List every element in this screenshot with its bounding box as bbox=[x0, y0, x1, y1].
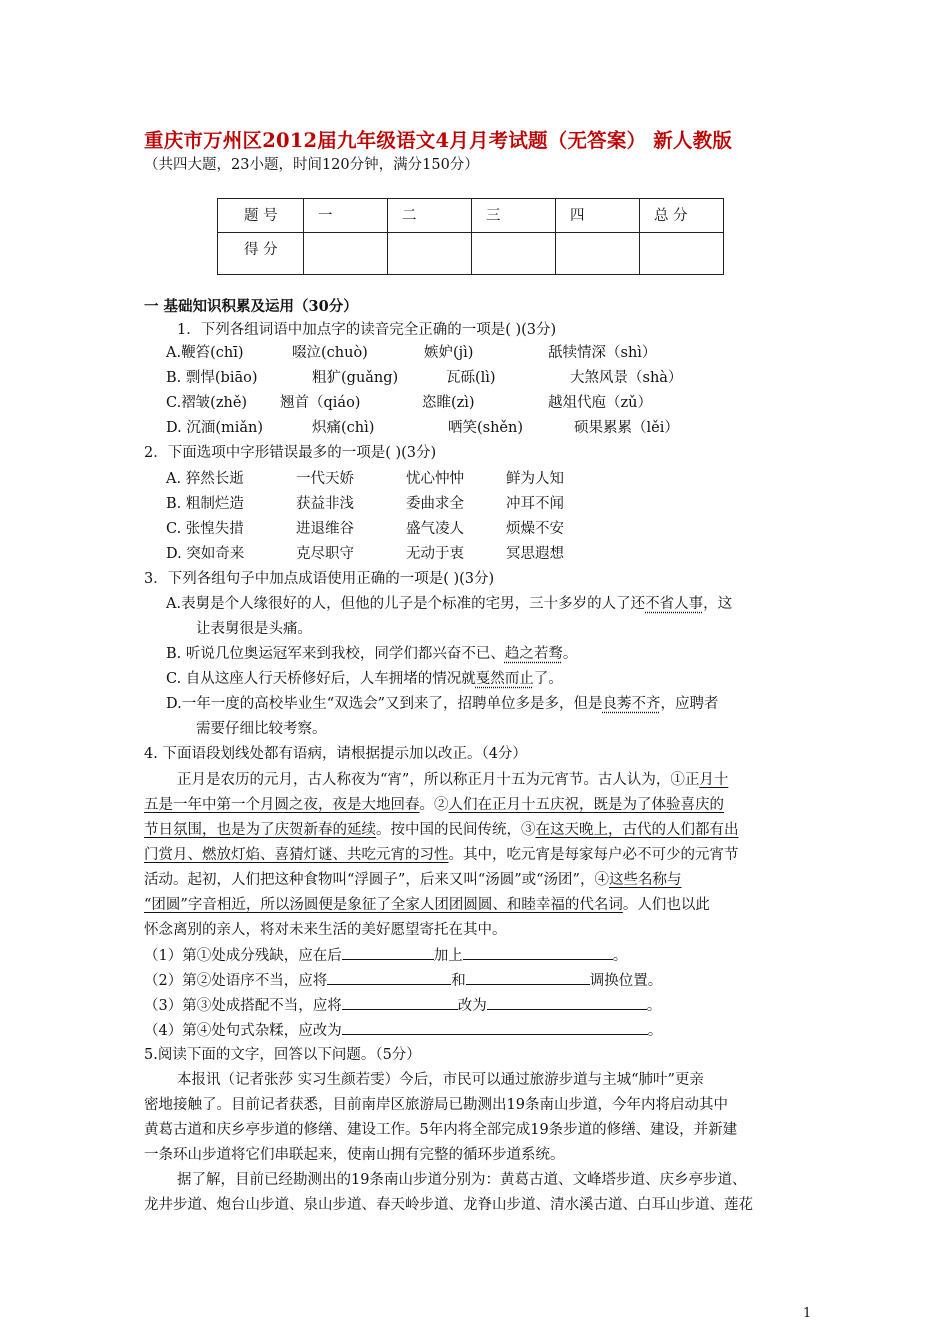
sub-question-text: （1）第①处成分残缺，应在后 bbox=[144, 948, 342, 964]
option-term: 啜泣(chuò) bbox=[292, 345, 368, 361]
paragraph-line: 密地接触了。目前记者获悉，目前南岸区旅游局已勘测出19条南山步道，今年内将启动其中 bbox=[144, 1097, 728, 1113]
option-term: C.褶皱(zhě) bbox=[166, 395, 248, 411]
sentence-text: 活动。起初，人们把这种食物叫“浮圆子”，后来又叫“汤圆”或“汤团”，④ bbox=[144, 872, 609, 888]
question-3-option-a-cont: 让表舅很是头痛。 bbox=[196, 621, 312, 637]
underlined-text: 节日氛围，也是为了庆贺新春的延续 bbox=[144, 822, 376, 838]
sub-question-text: 改为 bbox=[457, 998, 487, 1014]
question-3-option-d-cont: 需要仔细比较考察。 bbox=[196, 721, 327, 737]
question-4-sub-2 bbox=[144, 970, 662, 991]
option-term: A. 猝然长逝 bbox=[166, 471, 244, 487]
option-term: 鲜为人知 bbox=[506, 471, 564, 487]
underlined-text: 在这天晚上，古代的人们都有出 bbox=[535, 822, 739, 838]
sub-question-text: （4）第④处句式杂糅，应改为 bbox=[144, 1023, 342, 1039]
dotted-idiom: 趋之若骛 bbox=[504, 646, 563, 662]
option-term: 忧心忡忡 bbox=[406, 471, 464, 487]
paragraph-line bbox=[144, 795, 724, 815]
document-subtitle: （共四大题，23小题，时间120分钟，满分150分） bbox=[144, 157, 479, 173]
sub-question-text: 。 bbox=[647, 1023, 663, 1039]
option-term: B. 粗制烂造 bbox=[166, 496, 244, 512]
sub-question-text: （3）第③处成搭配不当，应将 bbox=[144, 998, 342, 1014]
score-header-cell: 四 bbox=[556, 199, 640, 233]
answer-blank[interactable] bbox=[342, 1020, 648, 1035]
sentence-text: 。② bbox=[419, 797, 449, 813]
dotted-idiom: 良莠不齐 bbox=[602, 696, 661, 712]
score-table bbox=[217, 198, 724, 275]
option-term: B. 剽悍(biāo) bbox=[166, 370, 258, 386]
answer-blank[interactable] bbox=[463, 945, 613, 960]
sentence-text: C. 自从这座人行天桥修好后，人车拥堵的情况就 bbox=[166, 671, 476, 687]
paragraph-line bbox=[177, 770, 728, 790]
question-2-stem: 2．下面选项中字形错误最多的一项是( )(3分) bbox=[144, 445, 437, 461]
question-3-stem: 3．下列各组句子中加点成语使用正确的一项是( )(3分) bbox=[144, 571, 495, 587]
score-header-cell: 题 号 bbox=[218, 199, 304, 233]
paragraph-line: 黄葛古道和庆乡亭步道的修缮、建设工作。5年内将全部完成19条步道的修缮、建设，并新建 bbox=[144, 1122, 738, 1138]
score-table-score-row bbox=[218, 233, 724, 275]
option-term: 克尽职守 bbox=[296, 546, 354, 562]
score-table-header-row bbox=[218, 199, 724, 233]
option-term: 恣睢(zì) bbox=[422, 395, 475, 411]
underlined-text: 五是一年中第一个月圆之夜，夜是大地回春 bbox=[144, 797, 420, 813]
score-header-cell: 总 分 bbox=[640, 199, 724, 233]
answer-blank[interactable] bbox=[466, 970, 590, 985]
option-term: 炽痛(chì) bbox=[312, 420, 375, 436]
score-header-cell: 三 bbox=[472, 199, 556, 233]
option-term: D. 沉湎(miǎn) bbox=[166, 420, 264, 436]
sentence-text: ，这 bbox=[703, 596, 733, 612]
paragraph-line bbox=[144, 895, 710, 915]
question-1-stem: 1．下列各组词语中加点字的读音完全正确的一项是( )(3分) bbox=[177, 322, 557, 338]
sentence-text: 。人们也以此 bbox=[622, 897, 710, 913]
option-term: 盛气凌人 bbox=[406, 521, 464, 537]
option-term: 大煞风景（shà） bbox=[570, 370, 683, 386]
option-term: 粗犷(guǎng) bbox=[312, 370, 399, 386]
sentence-text: ，应聘者 bbox=[660, 696, 719, 712]
option-term: 冲耳不闻 bbox=[506, 496, 564, 512]
section-heading: 一 基础知识积累及运用（30分） bbox=[144, 298, 358, 315]
score-cell bbox=[472, 233, 556, 275]
option-term: C. 张惶失措 bbox=[166, 521, 244, 537]
sub-question-text: 。 bbox=[612, 948, 628, 964]
paragraph-line bbox=[144, 870, 681, 890]
option-term: A.鞭笞(chī) bbox=[166, 345, 244, 361]
paragraph-line: 据了解，目前已经勘测出的19条南山步道分别为：黄葛古道、文峰塔步道、庆乡亭步道、 bbox=[177, 1172, 747, 1188]
sentence-text: 了。 bbox=[533, 671, 563, 687]
option-term: 瓦砾(lì) bbox=[446, 370, 496, 386]
underlined-text: 人们在正月十五庆祝，既是为了体验喜庆的 bbox=[448, 797, 724, 813]
score-cell bbox=[556, 233, 640, 275]
sentence-text: A.表舅是个人缘很好的人，但他的儿子是个标准的宅男，三十多岁的人了还 bbox=[166, 596, 646, 612]
sub-question-text: 和 bbox=[451, 973, 466, 989]
option-term: 烦燥不安 bbox=[506, 521, 564, 537]
score-cell bbox=[388, 233, 472, 275]
dotted-idiom: 不省人事 bbox=[645, 596, 704, 612]
answer-blank[interactable] bbox=[327, 970, 451, 985]
option-term: D. 突如奇来 bbox=[166, 546, 245, 562]
question-3-option-d bbox=[166, 694, 719, 714]
option-term: 一代天娇 bbox=[296, 471, 354, 487]
score-cell bbox=[640, 233, 724, 275]
option-term: 越俎代庖（zǔ） bbox=[548, 395, 652, 411]
question-5-stem: 5.阅读下面的文字，回答以下问题。（5分） bbox=[144, 1047, 421, 1063]
option-term: 获益非浅 bbox=[296, 496, 354, 512]
score-cell bbox=[304, 233, 388, 275]
question-3-option-c bbox=[166, 669, 563, 689]
sub-question-text: 加上 bbox=[433, 948, 463, 964]
document-title: 重庆市万州区2012届九年级语文4月月考试题（无答案） 新人教版 bbox=[144, 129, 733, 152]
sentence-text: D.一年一度的高校毕业生“双选会”又到来了，招聘单位多是多，但是 bbox=[166, 696, 603, 712]
score-header-cell: 二 bbox=[388, 199, 472, 233]
question-4-sub-3 bbox=[144, 995, 661, 1016]
paragraph-line: 一条环山步道将它们串联起来，使南山拥有完整的循环步道系统。 bbox=[144, 1147, 565, 1163]
dotted-idiom: 戛然而止 bbox=[475, 671, 534, 687]
score-header-cell: 一 bbox=[304, 199, 388, 233]
answer-blank[interactable] bbox=[342, 995, 458, 1010]
option-term: 哂笑(shěn) bbox=[448, 420, 524, 436]
option-term: 嫉妒(jì) bbox=[424, 345, 474, 361]
paragraph-line bbox=[144, 845, 739, 865]
paragraph-line: 本报讯（记者张莎 实习生颜若雯）今后，市民可以通过旅游步道与主城“肺叶”更亲 bbox=[177, 1072, 704, 1088]
sub-question-text: （2）第②处语序不当，应将 bbox=[144, 973, 328, 989]
question-3-option-a bbox=[166, 594, 732, 614]
question-3-option-b bbox=[166, 644, 577, 664]
sentence-text: B. 听说几位奥运冠军来到我校，同学们都兴奋不已、 bbox=[166, 646, 505, 662]
option-term: 进退维谷 bbox=[296, 521, 354, 537]
sentence-text: 。按中国的民间传统，③ bbox=[376, 822, 536, 838]
sentence-text: 。其中，吃元宵是每家每户必不可少的元宵节 bbox=[448, 847, 739, 863]
question-4-sub-1 bbox=[144, 945, 627, 966]
sentence-text: 正月是农历的元月，古人称夜为“宵”，所以称正月十五为元宵节。古人认为，①正 bbox=[177, 772, 700, 788]
option-term: 无动于衷 bbox=[406, 546, 464, 562]
underlined-text: 月十 bbox=[699, 772, 729, 788]
sub-question-text: 。 bbox=[646, 998, 662, 1014]
paragraph-line: 龙井步道、炮台山步道、泉山步道、春天岭步道、龙脊山步道、清水溪古道、白耳山步道、莲花 bbox=[144, 1197, 753, 1213]
option-term: 翘首（qiáo) bbox=[280, 395, 361, 411]
underlined-text: 门赏月、燃放灯焰、喜猜灯谜、共吃元宵的习性 bbox=[144, 847, 449, 863]
underlined-text: “团圆”字音相近，所以汤圆便是象征了全家人团团圆圆、和睦幸福的代名词 bbox=[144, 897, 623, 913]
paragraph-line bbox=[144, 820, 739, 840]
option-term: 冥思遐想 bbox=[506, 546, 564, 562]
underlined-text: 这些名称与 bbox=[608, 872, 682, 888]
option-term: 委曲求全 bbox=[406, 496, 464, 512]
sub-question-text: 调换位置。 bbox=[589, 973, 663, 989]
answer-blank[interactable] bbox=[342, 945, 434, 960]
page-number: 1 bbox=[803, 1306, 812, 1321]
paragraph-line: 怀念离别的亲人，将对未来生活的美好愿望寄托在其中。 bbox=[144, 922, 507, 938]
option-term: 硕果累累（lěi） bbox=[574, 420, 679, 436]
sentence-text: 。 bbox=[562, 646, 578, 662]
question-4-stem: 4. 下面语段划线处都有语病，请根据提示加以改正。（4分） bbox=[144, 746, 527, 762]
score-row-label: 得 分 bbox=[218, 233, 304, 275]
question-4-sub-4 bbox=[144, 1020, 662, 1041]
answer-blank[interactable] bbox=[487, 995, 647, 1010]
option-term: 舐犊情深（shì） bbox=[548, 345, 657, 361]
